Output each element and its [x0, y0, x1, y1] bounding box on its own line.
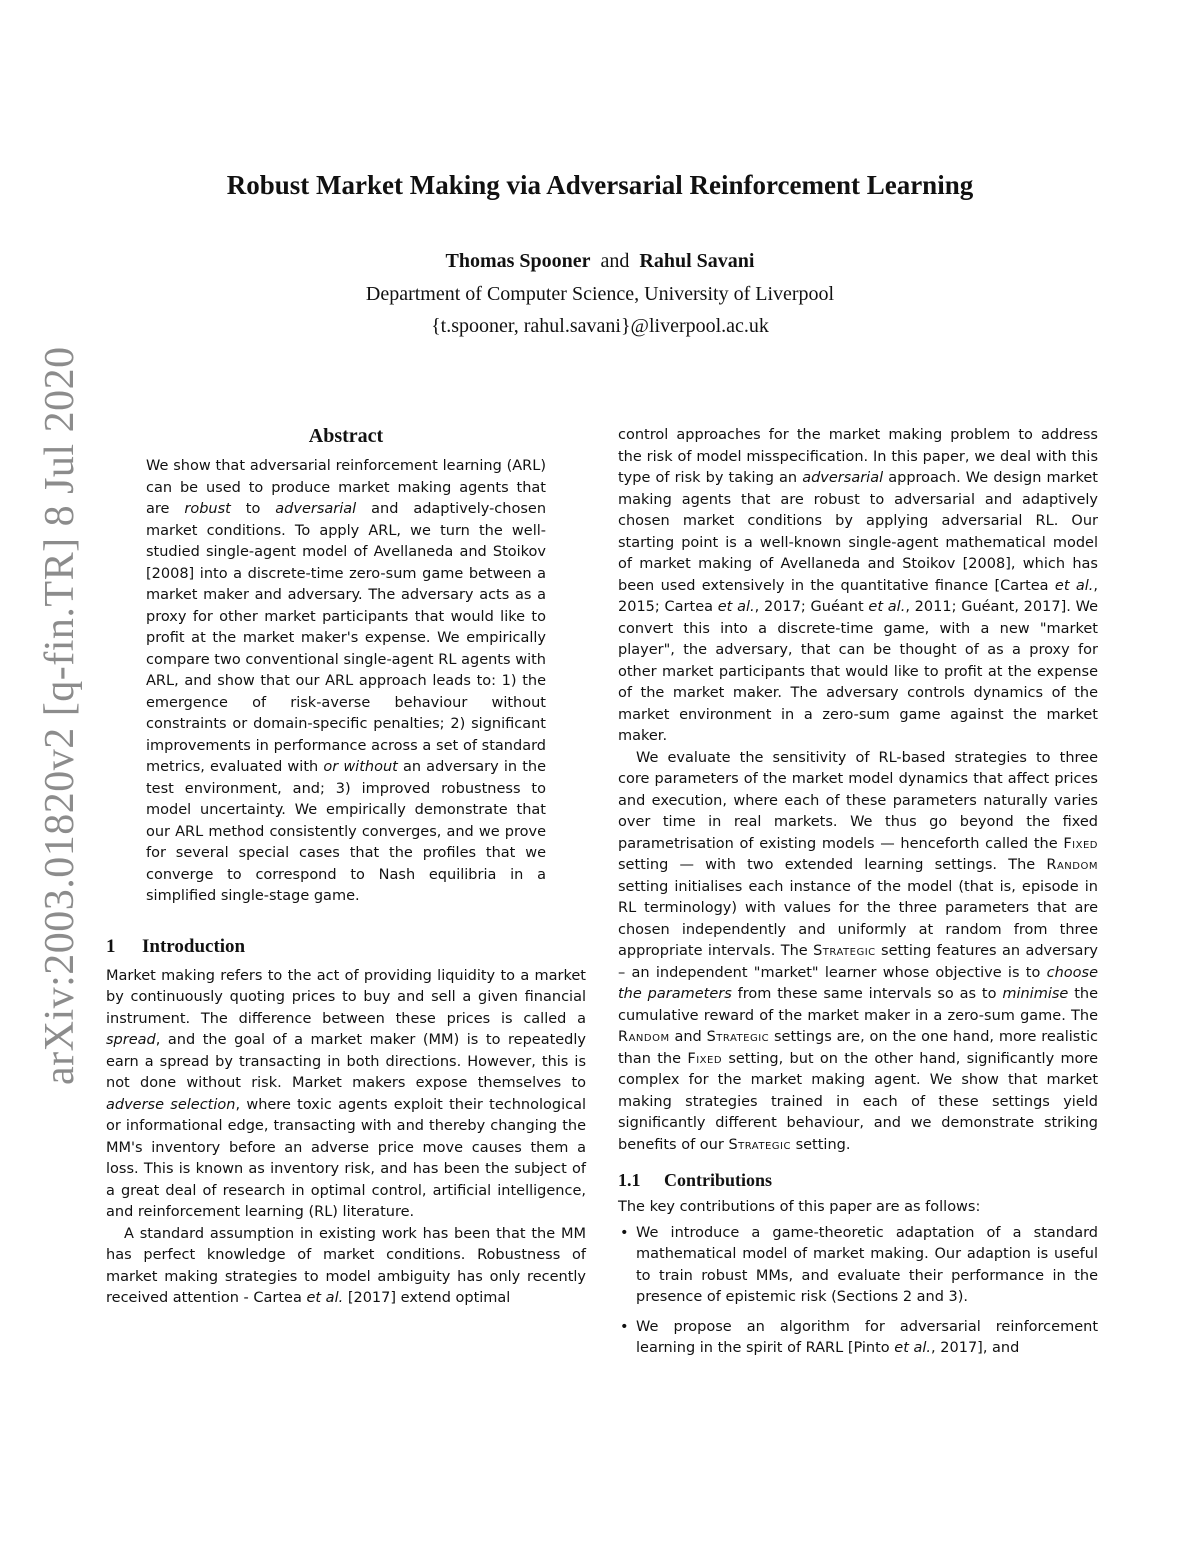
- author-name: Thomas Spooner: [445, 250, 591, 272]
- author-conjunction: and: [600, 250, 630, 272]
- abstract-body: We show that adversarial reinforcement learning (ARL) can be used to produce market making agents that are robust to adversarial and adaptively-chosen market conditions. To apply ARL, we turn the well-studied single-agent model of Avellaneda and Stoikov [2008] into a discrete-time zero-sum game between a market maker and adversary. The adversary acts as a proxy for other market participants that would like to profit at the market maker's expense. We empirically compare two conventional single-agent RL agents with ARL, and show that our ARL approach leads to: 1) the emergence of risk-averse behaviour without constraints or domain-specific penalties; 2) significant improvements in performance across a set of standard metrics, evaluated with or without an adversary in the test environment, and; 3) improved robustness to model uncertainty. We empirically demonstrate that our ARL method consistently converges, and we prove for several special cases that the profiles that we converge to correspond to Nash equilibria in a simplified single-stage game.: [146, 458, 547, 904]
- authors-line: [0, 250, 1200, 273]
- contributions-intro: The key contributions of this paper are as follows:: [618, 1199, 981, 1215]
- right-paragraph-2: We evaluate the sensitivity of RL-based strategies to three core parameters of the market model dynamics that affect prices and execution, where each of these parameters naturally varies over time in real markets. We thus go beyond the fixed parametrisation of existing models — henceforth called the Fixed setting — with two extended learning settings. The Random setting initialises each instance of the model (that is, episode in RL terminology) with values for the three parameters that are chosen independently and uniformly at random from three appropriate intervals. The Strategic setting features an adversary – an independent "market" learner whose objective is to choose the parameters from these same intervals so as to minimise the cumulative reward of the market maker in a zero-sum game. The Random and Strategic settings are, on the one hand, more realistic than the Fixed setting, but on the other hand, significantly more complex for the market making agent. We show that market making strategies trained in each of these settings yield significantly different behaviour, and we demonstrate striking benefits of our Strategic setting.: [618, 749, 1099, 1153]
- affiliation: Department of Computer Science, University of Liverpool: [365, 283, 835, 305]
- arxiv-stamp: [28, 346, 88, 1085]
- list-item: • We introduce a game-theoretic adaptation of a standard mathematical model of market making. Our adaption is useful to train robust MMs, and evaluate their performance in the presence of epistemic risk (Sections 2 and 3).: [618, 1223, 1098, 1309]
- abstract-heading: Abstract: [308, 425, 384, 447]
- intro-paragraph-1: Market making refers to the act of providing liquidity to a market by continuously quoting prices to buy and sell a given financial instrument. The difference between these prices is called a spread, and the goal of a market maker (MM) is to repeatedly earn a spread by transacting in both directions. However, this is not done without risk. Market makers expose themselves to adverse selection, where toxic agents exploit their technological or informational edge, transacting with and thereby changing the MM's inventory before an adverse price move causes them a loss. This is known as inventory risk, and has been the subject of a great deal of research in optimal control, artificial intelligence, and reinforcement learning (RL) literature.: [106, 967, 586, 1220]
- subsection-heading-contributions: 1.1 Contributions: [618, 1170, 773, 1190]
- section-heading-introduction: 1 Introduction: [106, 935, 246, 957]
- intro-paragraph-2: A standard assumption in existing work has been that the MM has perfect knowledge of market conditions. Robustness of market making strategies to model ambiguity has only recently received attention - Cartea et al. [2017] extend optimal: [106, 1225, 586, 1306]
- left-column: [106, 425, 586, 1310]
- arxiv-stamp-text: arXiv:2003.01820v2 [q-fin.TR] 8 Jul 2020: [37, 346, 83, 1085]
- right-paragraph-1: control approaches for the market making problem to address the risk of model misspecification. In this paper, we deal with this type of risk by taking an adversarial approach. We design market making agents that are robust to adversarial and adaptively chosen market conditions by applying adversarial RL. Our starting point is a well-known single-agent mathematical model of market making of Avellaneda and Stoikov [2008], which has been used extensively in the quantitative finance [Cartea et al., 2015; Cartea et al., 2017; Guéant et al., 2011; Guéant, 2017]. We convert this into a discrete-time game, with a new "market player", the adversary, that can be thought of as a proxy for other market participants that would like to profit at the expense of the market maker. The adversary controls dynamics of the market environment in a zero-sum game against the market maker.: [618, 427, 1099, 744]
- right-column: [618, 425, 1098, 1368]
- contributions-list: [618, 1223, 1098, 1360]
- author-name: Rahul Savani: [639, 250, 755, 272]
- author-emails: {t.spooner, rahul.savani}@liverpool.ac.uk: [431, 315, 769, 337]
- paper-title: Robust Market Making via Adversarial Reinforcement Learning: [226, 170, 974, 200]
- list-item: • We propose an algorithm for adversarial reinforcement learning in the spirit of RARL [Pinto et al., 2017], and: [618, 1317, 1098, 1360]
